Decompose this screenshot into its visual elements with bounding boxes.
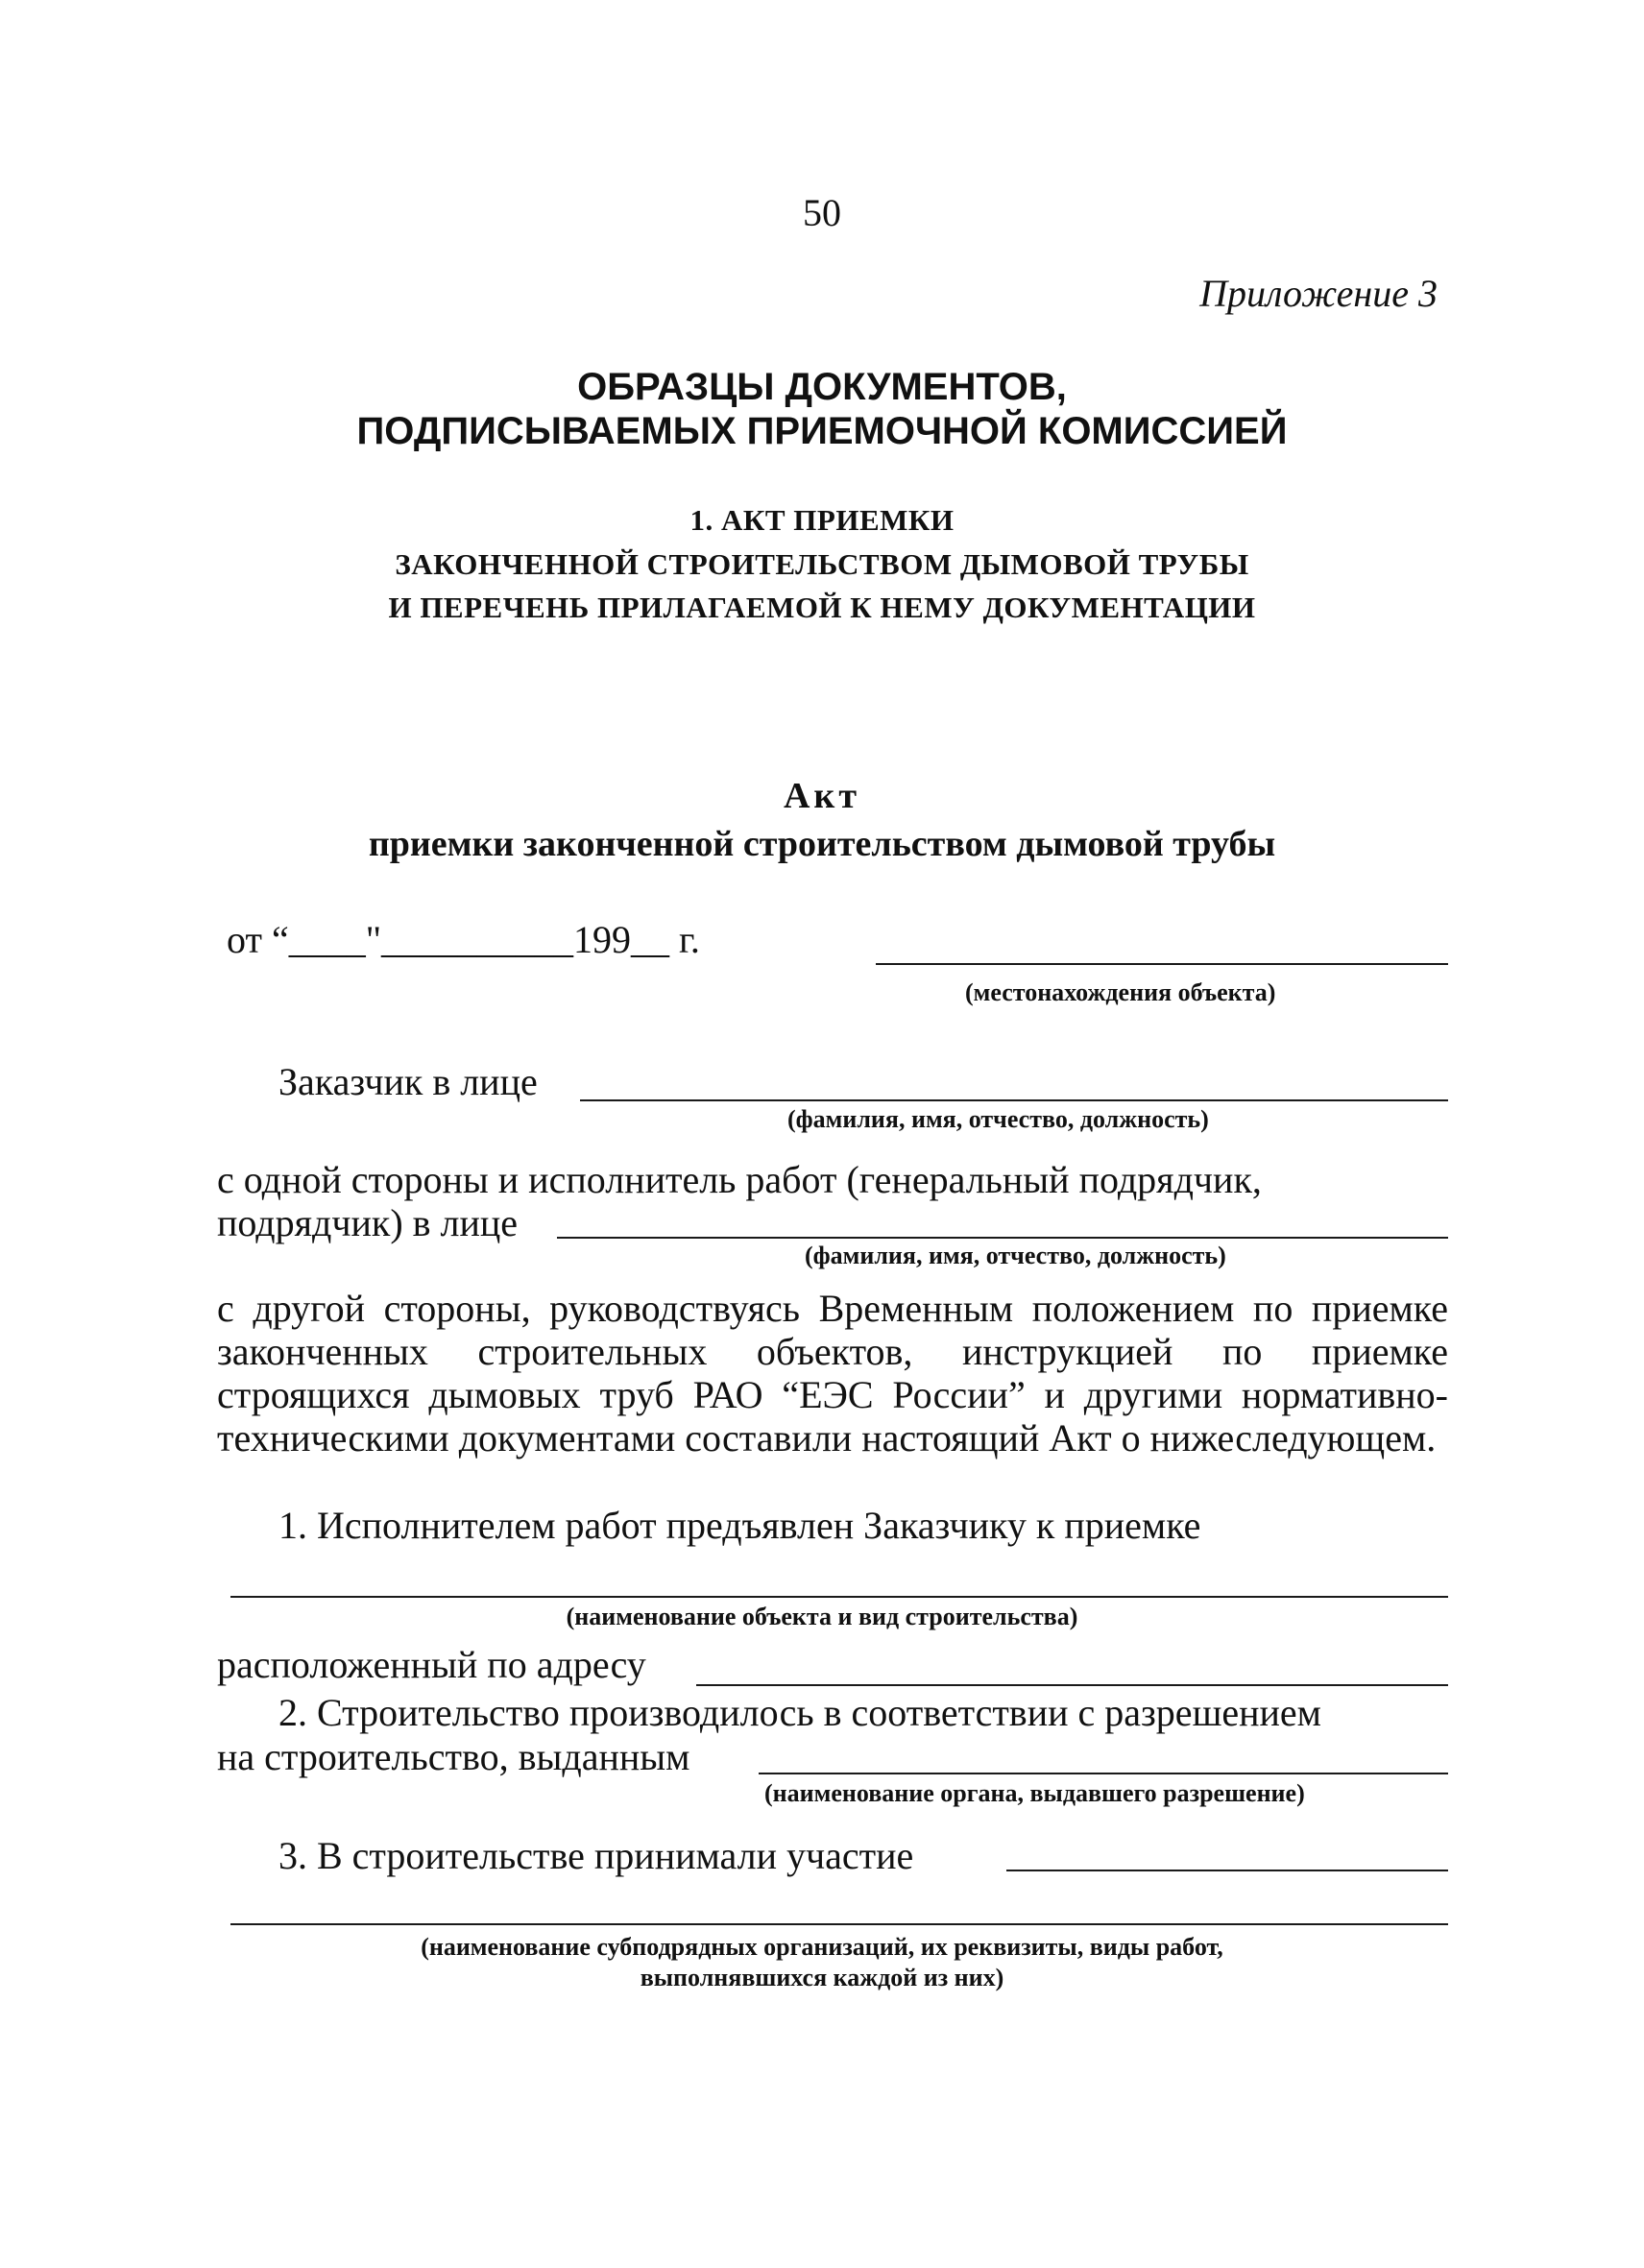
page-number: 50 (803, 191, 841, 234)
appendix-label: Приложение 3 (1199, 272, 1438, 315)
item-2-line-2: на строительство, выданным (217, 1735, 690, 1778)
address-underline (696, 1684, 1448, 1686)
section-title-line-2: ЗАКОНЧЕННОЙ СТРОИТЕЛЬСТВОМ ДЫМОВОЙ ТРУБЫ (395, 547, 1249, 581)
contractor-underline (557, 1237, 1448, 1239)
location-caption: (местонахождения объекта) (965, 978, 1276, 1006)
address-label: расположенный по адресу (217, 1643, 646, 1686)
date-line: от “____"__________199__ г. (227, 918, 700, 961)
customer-underline (580, 1099, 1448, 1101)
customer-label: Заказчик в лице (278, 1060, 538, 1103)
main-paragraph: с другой стороны, руководствуясь Временным положением по приемке законченных строительных объектов, инструкцией по приемке строящихся дымовых труб РАО “ЕЭС России” и другими нормативно-техническими документами составили настоящий Акт о нижеследующем. (217, 1287, 1448, 1460)
item-3-underline-2 (230, 1923, 1448, 1925)
act-subtitle: приемки законченной строительством дымовой трубы (368, 824, 1276, 864)
main-title-line-1: ОБРАЗЦЫ ДОКУМЕНТОВ, (577, 366, 1067, 408)
location-underline (876, 963, 1448, 965)
customer-caption: (фамилия, имя, отчество, должность) (787, 1105, 1209, 1133)
item-1-caption: (наименование объекта и вид строительства) (566, 1603, 1078, 1630)
main-title-line-2: ПОДПИСЫВАЕМЫХ ПРИЕМОЧНОЙ КОМИССИЕЙ (356, 410, 1288, 452)
item-3-underline (1006, 1870, 1448, 1871)
contractor-line-1: с одной стороны и исполнитель работ (генеральный подрядчик, (217, 1158, 1262, 1201)
item-1-text: 1. Исполнителем работ предъявлен Заказчику к приемке (278, 1504, 1201, 1547)
item-3-caption-line-1: (наименование субподрядных организаций, их реквизиты, виды работ, (421, 1933, 1223, 1961)
contractor-caption: (фамилия, имя, отчество, должность) (805, 1242, 1226, 1269)
section-title-line-1: 1. АКТ ПРИЕМКИ (689, 503, 955, 537)
item-2-underline (759, 1773, 1448, 1774)
act-title: Акт (783, 776, 860, 816)
item-1-underline (230, 1596, 1448, 1598)
item-2-caption: (наименование органа, выдавшего разрешение) (764, 1779, 1305, 1807)
item-3-caption-line-2: выполнявшихся каждой из них) (640, 1964, 1004, 1991)
section-title-line-3: И ПЕРЕЧЕНЬ ПРИЛАГАЕМОЙ К НЕМУ ДОКУМЕНТАЦИИ (388, 591, 1256, 624)
contractor-line-2: подрядчик) в лице (217, 1201, 519, 1244)
item-2-line-1: 2. Строительство производилось в соответствии с разрешением (278, 1691, 1321, 1734)
item-3-text: 3. В строительстве принимали участие (278, 1834, 914, 1877)
